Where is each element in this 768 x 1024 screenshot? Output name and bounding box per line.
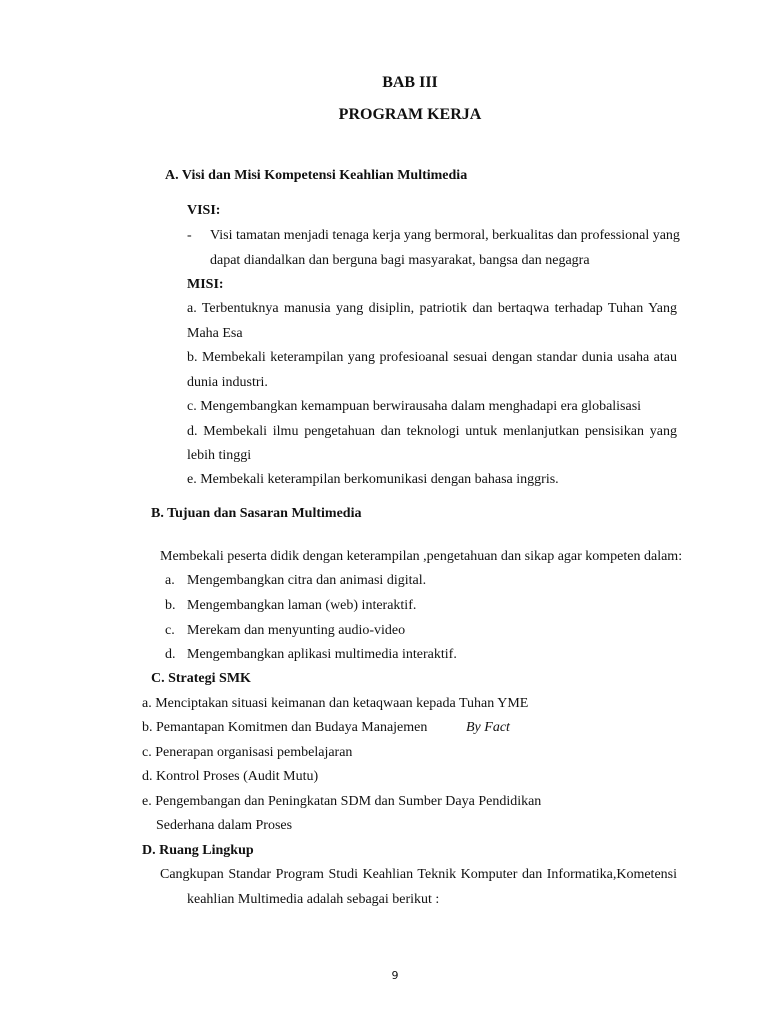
misi-item-e: e. Membekali keterampilan berkomunikasi dengan bahasa inggris. [187,472,559,487]
section-a-heading: A. Visi dan Misi Kompetensi Keahlian Multimedia [165,168,468,183]
section-b-heading: B. Tujuan dan Sasaran Multimedia [151,506,362,521]
goal-item-marker: a. [165,573,175,588]
goal-item-text: Mengembangkan citra dan animasi digital. [187,573,427,588]
misi-item-d-line-2: lebih tinggi [187,448,252,463]
section-b-intro: Membekali peserta didik dengan keterampilan ,pengetahuan dan sikap agar kompeten dalam: [160,549,683,564]
visi-label: VISI: [187,203,221,218]
goal-item-marker: b. [165,598,176,613]
page-number: 9 [391,969,399,982]
goal-item-marker: d. [165,647,176,662]
section-d-heading: D. Ruang Lingkup [142,843,254,858]
section-d-text-line-2: keahlian Multimedia adalah sebagai berikut : [187,892,440,907]
strategy-item-b: b. Pemantapan Komitmen dan Budaya Manajemen [142,720,428,735]
goal-item-text: Mengembangkan laman (web) interaktif. [187,598,417,613]
misi-item-d-line-1: d. Membekali ilmu pengetahuan dan teknologi untuk menlanjutkan pensisikan yang [187,424,677,439]
misi-item-a-line-1: a. Terbentuknya manusia yang disiplin, patriotik dan bertaqwa terhadap Tuhan Yang [187,301,677,316]
misi-item-a-line-2: Maha Esa [187,326,243,341]
misi-item-c: c. Mengembangkan kemampuan berwirausaha dalam menghadapi era globalisasi [187,399,642,414]
goal-item-text: Mengembangkan aplikasi multimedia interaktif. [187,647,457,662]
strategy-item-c: c. Penerapan organisasi pembelajaran [142,745,353,760]
visi-text-line-1: Visi tamatan menjadi tenaga kerja yang bermoral, berkualitas dan professional yang [210,228,680,243]
visi-text-line-2: dapat diandalkan dan berguna bagi masyarakat, bangsa dan negagra [210,253,590,268]
visi-dash: - [187,228,192,243]
strategy-item-a: a. Menciptakan situasi keimanan dan ketaqwaan kepada Tuhan YME [142,696,529,711]
chapter-label: BAB III [382,74,438,91]
goal-item-text: Merekam dan menyunting audio-video [187,623,406,638]
misi-item-b-line-1: b. Membekali keterampilan yang profesioanal sesuai dengan standar dunia usaha atau [187,350,677,365]
section-d-text-line-1: Cangkupan Standar Program Studi Keahlian Teknik Komputer dan Informatika,Kometensi [160,867,677,882]
misi-label: MISI: [187,277,224,292]
section-c-heading: C. Strategi SMK [151,671,251,686]
misi-item-b-line-2: dunia industri. [187,375,268,390]
strategy-item-d: d. Kontrol Proses (Audit Mutu) [142,769,319,784]
strategy-item-b-suffix: By Fact [466,720,510,735]
goal-item-marker: c. [165,623,175,638]
strategy-item-e-line-1: e. Pengembangan dan Peningkatan SDM dan Sumber Daya Pendidikan [142,794,542,809]
strategy-item-e-line-2: Sederhana dalam Proses [156,818,293,833]
page-title: PROGRAM KERJA [338,106,482,123]
